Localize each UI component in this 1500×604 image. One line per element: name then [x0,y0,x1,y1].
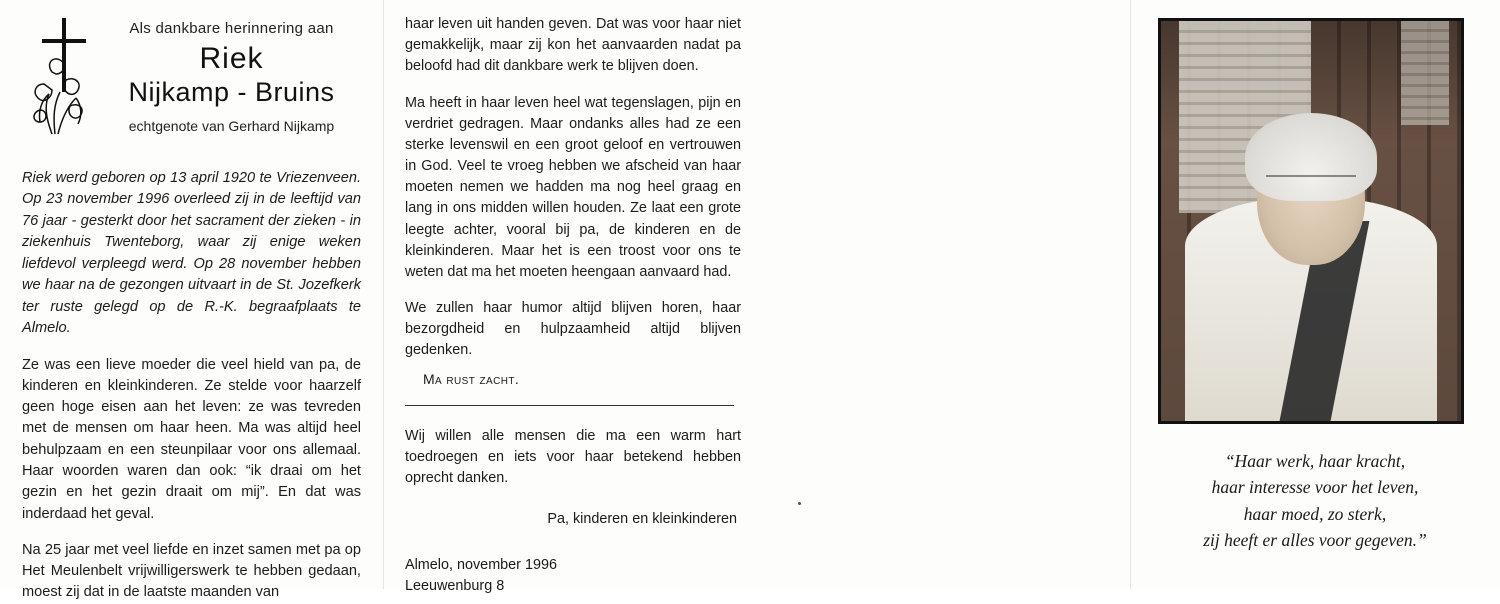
paragraph-continued: haar leven uit handen geven. Dat was voor haar niet gemakkelijk, maar zij kon het aanvaarden nadat pa beloofd had dit dankbare werk te blijven doen. [405,16,741,75]
paragraph-thanks: Wij willen alle mensen die ma een warm hart toedroegen en iets voor haar betekend hebben oprecht danken. [405,427,741,486]
address-line: Leeuwenburg 8 [405,577,505,594]
paragraph-volunteer-work: Na 25 jaar met veel liefde en inzet samen met pa op Het Meulenbelt vrijwilligerswerk te hebben gedaan, moest zij dat in de laatste maanden van [22,541,361,601]
panel-middle [383,0,767,594]
memorial-quote [1154,448,1476,553]
quote-line-3: haar moed, zo sterk, [1243,503,1387,524]
place-date-line: Almelo, november 1996 [405,557,557,574]
paragraph-mother-description: Ze was een lieve moeder die veel hield van pa, de kinderen en kleinkinderen. Ze stelde voor haarzelf geen hoge eisen aan het leven: ze was tevreden met de mensen om haar heen. Ma was altijd heel behulpzaam en een steunpilaar voor ons allemaal. Haar woorden waren dan ook: “ik draai om het gezin en het gezin draait om mij”. En dat was inderdaad het geval. [22,356,361,522]
window-shutter-right [1401,21,1449,125]
cross-with-flowers-icon [22,14,102,154]
deceased-first-name: Riek [199,42,264,75]
paragraph-hardship-faith: Ma heeft in haar leven heel wat tegenslagen, pijn en verdriet gedragen. Maar ondanks alles had ze een sterke levenswil en een groot geloof en vertrouwen in God. Veel te vroeg hebben we afscheid van haar moeten nemen we hadden ma nog heel graag en lang in ons midden willen houden. Ze laat een grote leegte achter, vooral bij pa, de kinderen en de kleinkinderen. Maar het is een troost voor ons te weten dat ma het moeten heengaan aanvaard had. [405,94,741,280]
memorial-intro: Als dankbare herinnering aan [129,20,334,37]
panel-left [0,0,383,601]
signature-line: Pa, kinderen en kleinkinderen [547,511,737,528]
panel-right [1130,0,1500,589]
portrait-glasses [1266,175,1356,197]
quote-line-1: “Haar werk, haar kracht, [1224,451,1406,471]
biography-text: Riek werd geboren op 13 april 1920 te Vriezenveen. Op 23 november 1996 overleed zij in de leeftijd van 76 jaar - gesterkt door het sacrament der zieken - in ziekenhuis Twenteborg, waar zij enige weken liefdevol verpleegd werd. Op 28 november hebben we haar na de gezongen uitvaart in de St. Jozefkerk ter ruste gelegd op de R.-K. begraafplaats te Almelo. [22,170,361,337]
rest-in-peace-line: Ma rust zacht. [423,370,520,387]
ink-speck [798,502,801,505]
title-block [102,14,361,134]
spouse-line: echtgenote van Gerhard Nijkamp [128,117,335,134]
header-block [22,14,361,154]
deceased-last-name: Nijkamp - Bruins [128,76,335,107]
quote-line-4: zij heeft er alles voor gegeven.” [1203,529,1427,550]
photo-background [1161,21,1461,421]
portrait-photo [1158,18,1464,424]
section-divider [405,405,734,406]
quote-line-2: haar interesse voor het leven, [1211,477,1419,498]
paragraph-remembrance: We zullen haar humor altijd blijven horen, haar bezorgdheid en hulpzaamheid altijd blijven gedenken. [405,300,741,359]
